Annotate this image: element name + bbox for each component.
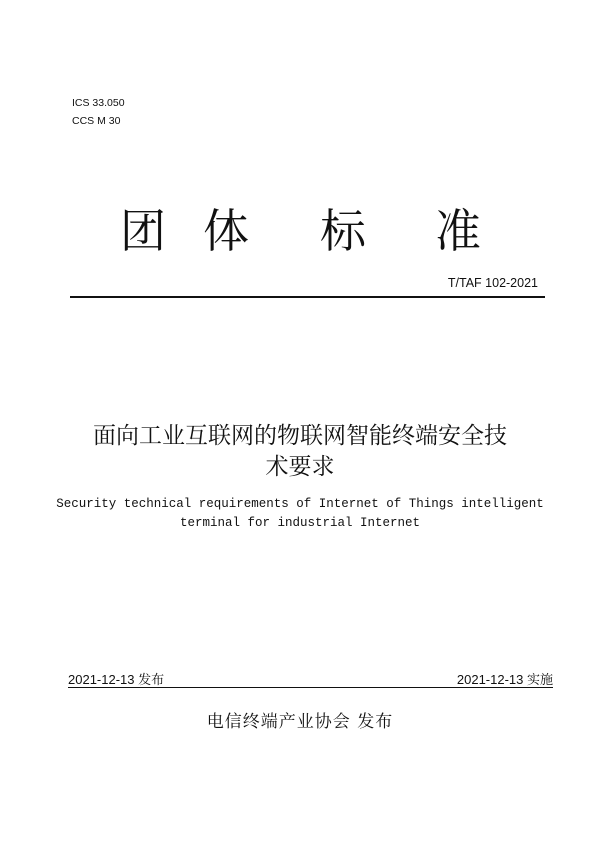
standard-type-char: 团: [120, 204, 166, 258]
title-zh-line2: 术要求: [265, 454, 335, 480]
title-zh-line1: 面向工业互联网的物联网智能终端安全技: [93, 423, 507, 449]
standard-type-char: 体: [203, 204, 249, 258]
ccs-code: CCS M 30: [72, 115, 121, 127]
footer-divider: [68, 687, 553, 688]
ics-code: ICS 33.050: [72, 97, 125, 109]
issue-date: 2021-12-13 发布: [68, 672, 165, 687]
header-divider: [70, 296, 545, 298]
implementation-date: 2021-12-13 实施: [456, 672, 553, 687]
publisher: 电信终端产业协会 发布: [206, 712, 394, 732]
standard-type-char: 标: [320, 204, 366, 258]
title-en-line1: Security technical requirements of Internet of Things intelligent: [56, 497, 544, 511]
title-en-line2: terminal for industrial Internet: [179, 516, 421, 530]
standard-type-char: 准: [435, 204, 481, 258]
standard-number: T/TAF 102-2021: [447, 276, 538, 290]
